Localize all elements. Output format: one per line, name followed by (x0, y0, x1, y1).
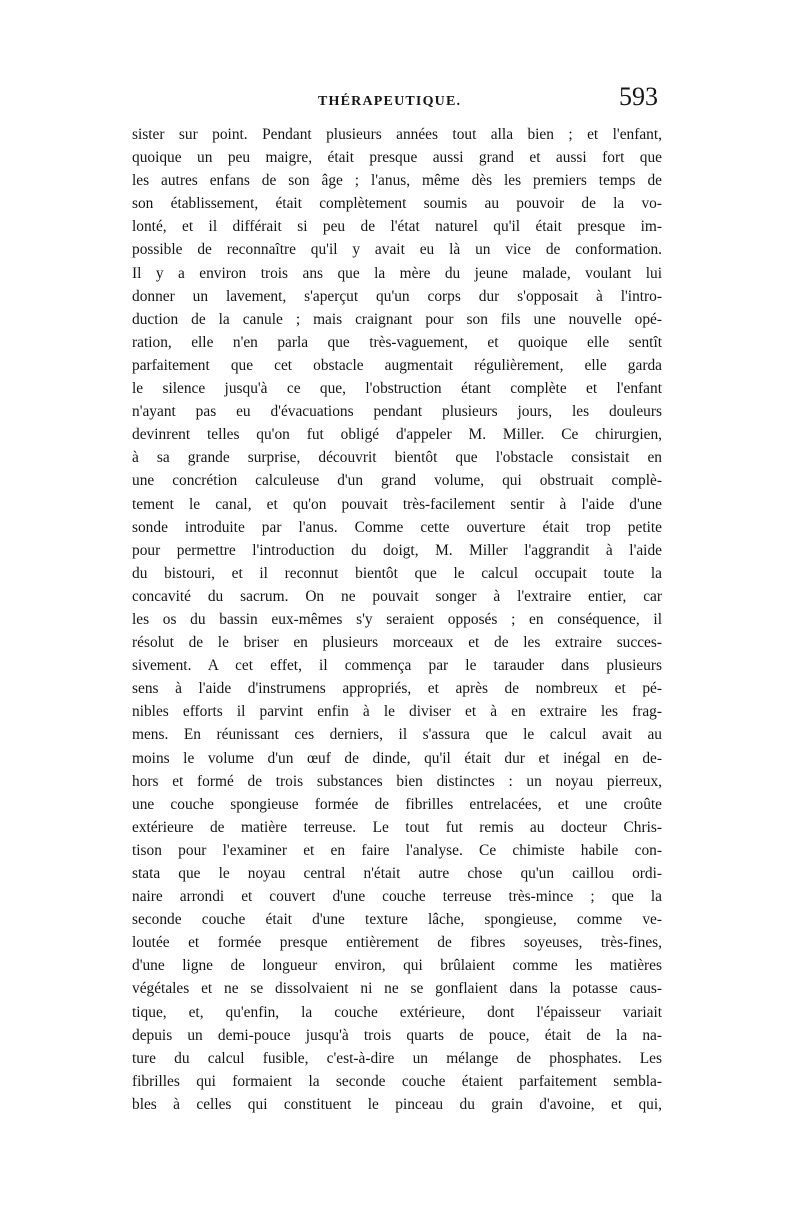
text-line: son établissement, était complètement soumis au pouvoir de la vo- (132, 195, 662, 213)
text-line: végétales et ne se dissolvaient ni ne se gonflaient dans la potasse caus- (132, 980, 662, 998)
text-line: donner un lavement, s'aperçut qu'un corps dur s'opposait à l'intro- (132, 287, 662, 305)
text-line: quoique un peu maigre, était presque aussi grand et aussi fort que (132, 149, 662, 167)
text-line: lonté, et il différait si peu de l'état naturel qu'il était presque im- (132, 218, 662, 236)
text-line: pour permettre l'introduction du doigt, M. Miller l'aggrandit à l'aide (132, 541, 662, 559)
text-line: sens à l'aide d'instrumens appropriés, et après de nombreux et pé- (132, 680, 662, 698)
text-line: tison pour l'examiner et en faire l'analyse. Ce chimiste habile con- (132, 841, 662, 859)
text-line: Il y a environ trois ans que la mère du jeune malade, voulant lui (132, 264, 662, 282)
text-line: mens. En réunissant ces derniers, il s'assura que le calcul avait au (132, 726, 662, 744)
text-line: tement le canal, et qu'on pouvait très-facilement sentir à l'aide d'une (132, 495, 662, 513)
text-line: une concrétion calculeuse d'un grand volume, qui obstruait complè- (132, 472, 662, 490)
text-line: ration, elle n'en parla que très-vaguement, et quoique elle sentît (132, 333, 662, 351)
text-line: les os du bassin eux-mêmes s'y seraient opposés ; en conséquence, il (132, 610, 662, 628)
text-line: bles à celles qui constituent le pinceau du grain d'avoine, et qui, (132, 1095, 662, 1113)
running-head (132, 82, 662, 116)
page-header-title: THÉRAPEUTIQUE. (318, 94, 462, 109)
text-line: stata que le noyau central n'était autre chose qu'un caillou ordi- (132, 865, 662, 882)
text-line: tique, et, qu'enfin, la couche extérieure, dont l'épaisseur variait (132, 1003, 662, 1021)
text-line: concavité du sacrum. On ne pouvait songer à l'extraire entier, car (132, 587, 662, 605)
text-line: d'une ligne de longueur environ, qui brûlaient comme les matières (132, 957, 662, 975)
text-line: n'ayant pas eu d'évacuations pendant plusieurs jours, les douleurs (132, 403, 662, 421)
text-line: loutée et formée presque entièrement de fibres soyeuses, très-fines, (132, 934, 662, 952)
text-line: possible de reconnaître qu'il y avait eu là un vice de conformation. (132, 241, 662, 259)
page-number: 593 (619, 82, 658, 111)
text-line: extérieure de matière terreuse. Le tout fut remis au docteur Chris- (132, 818, 662, 836)
body-text (132, 123, 662, 1116)
text-line: parfaitement que cet obstacle augmentait régulièrement, elle garda (132, 356, 662, 374)
text-line: nibles efforts il parvint enfin à le diviser et à en extraire les frag- (132, 703, 662, 721)
text-line: devinrent telles qu'on fut obligé d'appeler M. Miller. Ce chirurgien, (132, 426, 662, 444)
text-line: à sa grande surprise, découvrit bientôt que l'obstacle consistait en (132, 449, 662, 467)
text-line: sivement. A cet effet, il commença par le tarauder dans plusieurs (132, 657, 662, 675)
text-line: moins le volume d'un œuf de dinde, qu'il était dur et inégal en de- (132, 749, 662, 767)
text-line: résolut de le briser en plusieurs morceaux et de les extraire succes- (132, 634, 662, 652)
text-line: une couche spongieuse formée de fibrilles entrelacées, et une croûte (132, 795, 662, 813)
text-line: hors et formé de trois substances bien distinctes : un noyau pierreux, (132, 772, 662, 790)
text-line: ture du calcul fusible, c'est-à-dire un mélange de phosphates. Les (132, 1049, 662, 1067)
text-line: duction de la canule ; mais craignant pour son fils une nouvelle opé- (132, 310, 662, 328)
text-line: sonde introduite par l'anus. Comme cette ouverture était trop petite (132, 518, 662, 536)
text-line: du bistouri, et il reconnut bientôt que le calcul occupait toute la (132, 564, 662, 582)
text-line: les autres enfans de son âge ; l'anus, même dès les premiers temps de (132, 172, 662, 190)
text-line: le silence jusqu'à ce que, l'obstruction étant complète et l'enfant (132, 380, 662, 398)
text-line: sister sur point. Pendant plusieurs années tout alla bien ; et l'enfant, (132, 126, 662, 143)
text-line: seconde couche était d'une texture lâche, spongieuse, comme ve- (132, 911, 662, 929)
text-line: naire arrondi et couvert d'une couche terreuse très-mince ; que la (132, 888, 662, 906)
text-line: depuis un demi-pouce jusqu'à trois quarts de pouce, était de la na- (132, 1026, 662, 1044)
text-line: fibrilles qui formaient la seconde couche étaient parfaitement sembla- (132, 1072, 662, 1090)
